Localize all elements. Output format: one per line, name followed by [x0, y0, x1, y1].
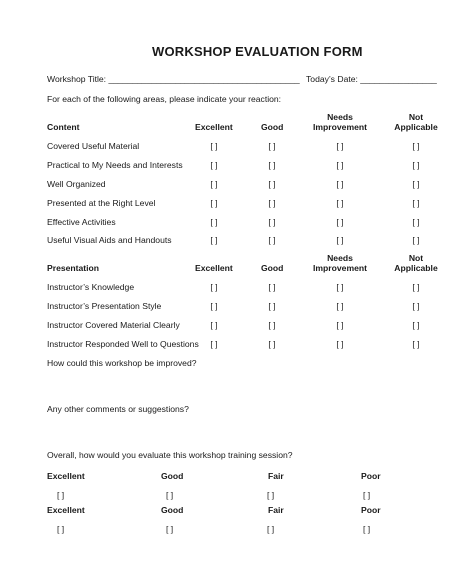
content-item-label: Effective Activities [47, 217, 116, 227]
good-checkbox[interactable]: [ ] [268, 339, 276, 349]
not-applicable-checkbox[interactable]: [ ] [412, 301, 420, 311]
good-checkbox[interactable]: [ ] [268, 301, 276, 311]
instruction-text: For each of the following areas, please indicate your reaction: [47, 94, 282, 104]
presentation-item-label: Instructor’s Knowledge [47, 282, 135, 292]
overall-option-excellent-label: Excellent [47, 471, 85, 481]
overall-option-excellent-label: Excellent [47, 505, 85, 515]
excellent-checkbox[interactable]: [ ] [210, 217, 218, 227]
overall-option-fair-checkbox[interactable]: [ ] [267, 524, 275, 534]
good-column-header: Good [261, 263, 284, 273]
todays-date-field[interactable]: Today’s Date: ________________ [306, 74, 437, 84]
needs-improvement-checkbox[interactable]: [ ] [336, 217, 344, 227]
content-item-label: Presented at the Right Level [47, 198, 156, 208]
excellent-checkbox[interactable]: [ ] [210, 235, 218, 245]
needs-improvement-checkbox[interactable]: [ ] [336, 301, 344, 311]
comments-question[interactable]: Any other comments or suggestions? [47, 404, 189, 414]
overall-option-good-label: Good [161, 471, 184, 481]
good-checkbox[interactable]: [ ] [268, 198, 276, 208]
overall-option-good-label: Good [161, 505, 184, 515]
improvement-question[interactable]: How could this workshop be improved? [47, 358, 197, 368]
overall-option-good-checkbox[interactable]: [ ] [166, 490, 174, 500]
overall-option-poor-checkbox[interactable]: [ ] [363, 524, 371, 534]
content-item-label: Well Organized [47, 179, 106, 189]
not-applicable-checkbox[interactable]: [ ] [412, 320, 420, 330]
needs-improvement-checkbox[interactable]: [ ] [336, 160, 344, 170]
overall-question: Overall, how would you evaluate this workshop training session? [47, 450, 293, 460]
overall-option-poor-label: Poor [361, 471, 381, 481]
content-item-label: Covered Useful Material [47, 141, 140, 151]
content-item-label: Practical to My Needs and Interests [47, 160, 183, 170]
needs-improvement-column-header: Needs Improvement [313, 253, 367, 273]
not-applicable-checkbox[interactable]: [ ] [412, 339, 420, 349]
form-title: WORKSHOP EVALUATION FORM [152, 44, 363, 59]
presentation-item-label: Instructor Covered Material Clearly [47, 320, 180, 330]
good-checkbox[interactable]: [ ] [268, 160, 276, 170]
excellent-checkbox[interactable]: [ ] [210, 320, 218, 330]
content-item-label: Useful Visual Aids and Handouts [47, 235, 172, 245]
needs-improvement-checkbox[interactable]: [ ] [336, 179, 344, 189]
not-applicable-checkbox[interactable]: [ ] [412, 160, 420, 170]
excellent-column-header: Excellent [195, 122, 233, 132]
not-applicable-checkbox[interactable]: [ ] [412, 217, 420, 227]
good-checkbox[interactable]: [ ] [268, 179, 276, 189]
overall-option-fair-label: Fair [268, 505, 284, 515]
presentation-item-label: Instructor Responded Well to Questions [47, 339, 199, 349]
needs-improvement-checkbox[interactable]: [ ] [336, 282, 344, 292]
needs-improvement-checkbox[interactable]: [ ] [336, 198, 344, 208]
good-checkbox[interactable]: [ ] [268, 235, 276, 245]
excellent-checkbox[interactable]: [ ] [210, 141, 218, 151]
needs-improvement-checkbox[interactable]: [ ] [336, 141, 344, 151]
not-applicable-checkbox[interactable]: [ ] [412, 235, 420, 245]
overall-option-excellent-checkbox[interactable]: [ ] [57, 524, 65, 534]
excellent-checkbox[interactable]: [ ] [210, 160, 218, 170]
excellent-checkbox[interactable]: [ ] [210, 179, 218, 189]
presentation-heading: Presentation [47, 263, 100, 273]
excellent-checkbox[interactable]: [ ] [210, 198, 218, 208]
excellent-checkbox[interactable]: [ ] [210, 282, 218, 292]
overall-option-poor-checkbox[interactable]: [ ] [363, 490, 371, 500]
good-column-header: Good [261, 122, 284, 132]
needs-improvement-checkbox[interactable]: [ ] [336, 235, 344, 245]
content-heading: Content [47, 122, 80, 132]
good-checkbox[interactable]: [ ] [268, 141, 276, 151]
overall-option-excellent-checkbox[interactable]: [ ] [57, 490, 65, 500]
workshop-title-field[interactable]: Workshop Title: ________________________________________ [47, 74, 300, 84]
not-applicable-checkbox[interactable]: [ ] [412, 179, 420, 189]
overall-option-poor-label: Poor [361, 505, 381, 515]
good-checkbox[interactable]: [ ] [268, 217, 276, 227]
overall-option-fair-checkbox[interactable]: [ ] [267, 490, 275, 500]
excellent-checkbox[interactable]: [ ] [210, 339, 218, 349]
presentation-item-label: Instructor’s Presentation Style [47, 301, 162, 311]
good-checkbox[interactable]: [ ] [268, 320, 276, 330]
overall-option-good-checkbox[interactable]: [ ] [166, 524, 174, 534]
good-checkbox[interactable]: [ ] [268, 282, 276, 292]
overall-option-fair-label: Fair [268, 471, 284, 481]
not-applicable-checkbox[interactable]: [ ] [412, 198, 420, 208]
not-applicable-checkbox[interactable]: [ ] [412, 282, 420, 292]
needs-improvement-checkbox[interactable]: [ ] [336, 339, 344, 349]
not-applicable-checkbox[interactable]: [ ] [412, 141, 420, 151]
excellent-checkbox[interactable]: [ ] [210, 301, 218, 311]
needs-improvement-checkbox[interactable]: [ ] [336, 320, 344, 330]
not-applicable-column-header: Not Applicable [394, 112, 438, 132]
not-applicable-column-header: Not Applicable [394, 253, 438, 273]
needs-improvement-column-header: Needs Improvement [313, 112, 367, 132]
excellent-column-header: Excellent [195, 263, 233, 273]
